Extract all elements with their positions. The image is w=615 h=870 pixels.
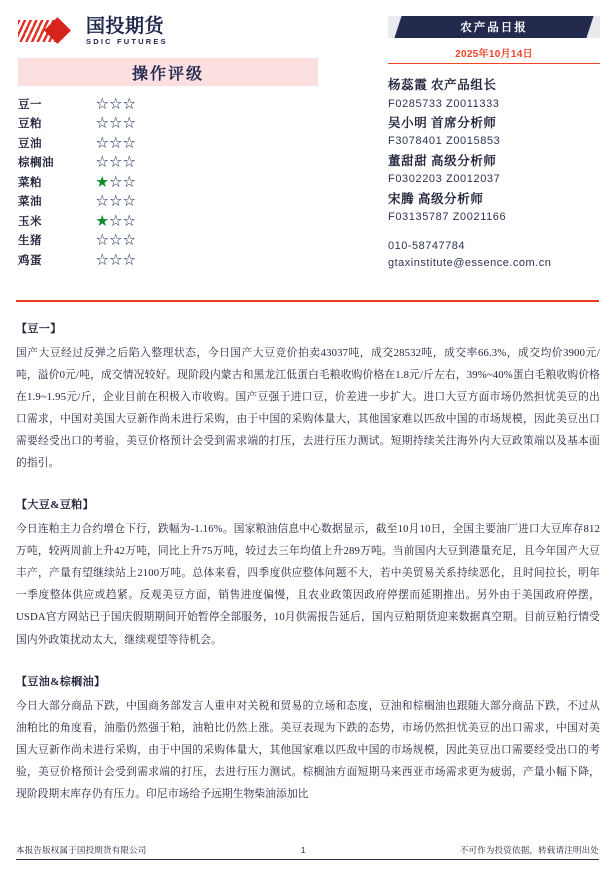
rating-item-name: 豆粕 (18, 118, 42, 131)
analyst-license-code: F0302203 Z0012037 (388, 173, 501, 186)
footer-page-number: 1 (300, 844, 306, 855)
star-empty-icon: ☆ (109, 96, 123, 111)
section-title: 【豆油&棕榈油】 (16, 675, 106, 688)
section-title: 【大豆&豆粕】 (16, 499, 94, 512)
rating-item-name: 玉米 (18, 215, 42, 228)
analyst-entry (388, 190, 600, 226)
analyst-entry (388, 76, 600, 112)
star-empty-icon: ☆ (96, 96, 110, 111)
report-section (16, 673, 600, 805)
analyst-name: 宋腾 高级分析师 (388, 191, 484, 206)
page-header (0, 0, 615, 292)
rating-item-name: 豆一 (18, 98, 42, 111)
star-empty-icon: ☆ (123, 174, 137, 189)
section-title: 【豆一】 (16, 323, 62, 335)
rating-item-name: 菜油 (18, 196, 42, 209)
footer-row (16, 844, 599, 856)
section-body: 今日大部分商品下跌，中国商务部发言人重申对关税和贸易的立场和态度，豆油和棕榈油也跟随大部分商品下跌，不过从油粕比的角度看，油脂仍然强于粕，油粕比仍然上涨。美豆表现为下跌的态势，市场仍然担忧美豆的出口需求，中国对美国大豆新作尚未进行采购，由于中国的采购体量大，其他国家难以匹敌中国的市场规模，因此美豆出口需要经受出口的考验，美豆价格预计会受到需求端的打压，去进行压力测试。棕榈油方面短期马来西亚市场需求更为疲弱，产量小幅下降，现阶段期末库存仍有压力。印尼市场给予远期生物柴油添加比 (16, 699, 600, 800)
analyst-license-code: F3078401 Z0015853 (388, 135, 501, 148)
star-empty-icon: ☆ (123, 116, 137, 130)
rating-stars (96, 176, 137, 189)
rating-row (18, 94, 318, 114)
star-empty-icon: ☆ (96, 252, 110, 267)
rating-stars (96, 254, 137, 267)
star-empty-icon: ☆ (96, 194, 110, 208)
star-empty-icon: ☆ (123, 194, 137, 208)
analyst-license-code: F03135787 Z0021166 (388, 211, 507, 224)
header-divider (16, 300, 599, 302)
star-empty-icon: ☆ (96, 233, 110, 247)
report-section (16, 320, 600, 474)
rating-item-name: 生猪 (18, 235, 42, 248)
star-empty-icon: ☆ (109, 135, 123, 150)
star-empty-icon: ☆ (123, 233, 137, 247)
analyst-name: 董甜甜 高级分析师 (388, 153, 497, 168)
logo-mark-icon (18, 18, 80, 44)
rating-panel-header (18, 58, 318, 86)
rating-stars (96, 117, 137, 130)
contact-email: gtaxinstitute@essence.com.cn (388, 256, 552, 269)
rating-row (18, 192, 318, 212)
rating-stars (96, 137, 137, 150)
rating-stars (96, 156, 137, 169)
analyst-name: 杨蕊霞 农产品组长 (388, 78, 497, 93)
report-date: 2025年10月14日 (455, 49, 533, 60)
rating-stars (96, 195, 137, 208)
report-type-banner (388, 16, 600, 38)
rating-row (18, 153, 318, 173)
date-underline-divider (388, 63, 600, 64)
rating-stars (96, 234, 137, 247)
report-type-label: 农产品日报 (460, 22, 528, 34)
company-logo (18, 14, 348, 48)
rating-stars (96, 215, 137, 228)
star-filled-icon: ★ (96, 174, 110, 189)
report-section (16, 496, 600, 650)
star-filled-icon: ★ (96, 213, 110, 228)
star-empty-icon: ☆ (96, 116, 110, 130)
rating-item-name: 菜粕 (18, 176, 42, 189)
rating-row (18, 172, 318, 192)
analyst-entry (388, 114, 600, 150)
star-empty-icon: ☆ (109, 233, 123, 247)
star-empty-icon: ☆ (123, 96, 137, 111)
footer-copyright: 本报告版权属于国投期货有限公司 (16, 844, 147, 855)
section-body: 今日连粕主力合约增仓下行，跌幅为-1.16%。国家粮油信息中心数据显示，截至10月10日，全国主要油厂进口大豆库存812万吨，较两周前上升42万吨，同比上升75万吨，较过去三年均值上升289万吨。当前国内大豆到港量充足，且今年国产大豆丰产，产量有望继续站上2100万吨。总体来看，四季度供应整体问题不大，若中美贸易关系持续恶化，且时间拉长，明年一季度整体供应或趋紧。反观美豆方面，销售进度偏慢，且农业政策因政府停摆而延期推出。另外由于美国政府停摆，USDA官方网站已于国庆假期期间开始暂停全部服务，10月供需报告延后，国内豆粕期货迎来数据真空期。目前豆粕行情受国内外政策扰动太大，继续观望等待机会。 (16, 523, 600, 646)
analyst-name: 吴小明 首席分析师 (388, 116, 497, 131)
footer-divider (16, 859, 599, 860)
contact-block (388, 238, 600, 272)
report-content (16, 320, 600, 809)
star-empty-icon: ☆ (109, 213, 123, 228)
rating-row (18, 211, 318, 231)
star-empty-icon: ☆ (109, 116, 123, 130)
star-empty-icon: ☆ (123, 155, 137, 169)
rating-row (18, 250, 318, 270)
star-empty-icon: ☆ (96, 155, 110, 169)
star-empty-icon: ☆ (123, 252, 137, 267)
analyst-entry (388, 152, 600, 188)
rating-row (18, 114, 318, 134)
star-empty-icon: ☆ (109, 155, 123, 169)
star-empty-icon: ☆ (109, 194, 123, 208)
rating-item-name: 鸡蛋 (18, 254, 42, 267)
rating-panel-title: 操作评级 (131, 65, 204, 83)
page-footer (16, 844, 599, 860)
footer-disclaimer: 不可作为投资依据，转载请注明出处 (459, 844, 599, 855)
rating-item-name: 棕榈油 (18, 157, 54, 170)
header-left-column (18, 14, 348, 270)
rating-row (18, 133, 318, 153)
logo-text (86, 17, 168, 46)
star-empty-icon: ☆ (123, 213, 137, 228)
analyst-list (388, 76, 600, 226)
star-empty-icon: ☆ (109, 174, 123, 189)
rating-stars (96, 98, 137, 111)
contact-phone: 010-58747784 (388, 239, 465, 252)
rating-row (18, 231, 318, 251)
star-empty-icon: ☆ (123, 135, 137, 150)
rating-list (18, 94, 318, 270)
star-empty-icon: ☆ (96, 135, 110, 150)
header-right-column (388, 16, 600, 272)
rating-item-name: 豆油 (18, 137, 42, 150)
logo-name-en: SDIC FUTURES (86, 36, 168, 46)
section-body: 国产大豆经过反弹之后陷入整理状态，今日国产大豆竞价拍卖43037吨，成交28532吨，成交率66.3%，成交均价3900元/吨，溢价0元/吨，成交情况较好。现阶段内蒙古和黑龙江低蛋白毛粮收购价格在1.8元/斤左右，39%~40%蛋白毛粮收购价格在1.9~1.95元/斤，企业目前在积极入市收购。国产豆强于进口豆，价差进一步扩大。进口大豆方面市场仍然担忧美豆的出口需求，中国对美国大豆新作尚未进行采购，由于中国的采购体量大，其他国家难以匹敌中国的市场规模，因此美豆出口需要经受出口的考验，美豆价格预计会受到需求端的打压，去进行压力测试。短期持续关注海外内大豆政策端以及基本面的指引。 (16, 347, 600, 470)
star-empty-icon: ☆ (109, 252, 123, 267)
logo-name-cn: 国投期货 (86, 15, 165, 37)
analyst-license-code: F0285733 Z0011333 (388, 97, 500, 110)
